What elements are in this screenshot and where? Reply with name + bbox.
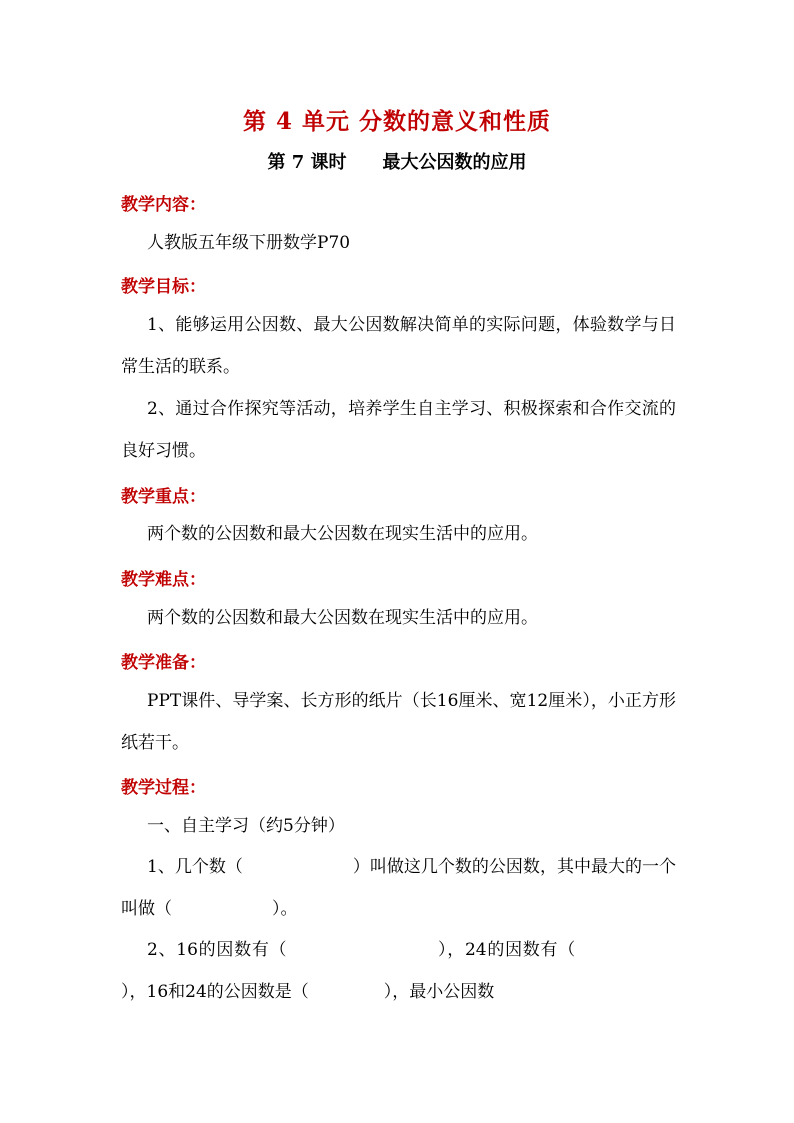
lesson-subtitle bbox=[0, 148, 794, 174]
prep-text: PPT课件、导学案、长方形的纸片（长16厘米、宽12厘米），小正方形纸若干。 bbox=[121, 691, 676, 753]
unit-title: 第 4 单元 分数的意义和性质 bbox=[242, 108, 552, 135]
content-heading: 教学内容： bbox=[121, 195, 206, 215]
question-2: 2、16的因数有（ ），24的因数有（），16和24的公因数是（ ），最小公因数 bbox=[121, 940, 576, 1002]
difficulty-heading: 教学难点： bbox=[121, 570, 206, 590]
difficulty-text: 两个数的公因数和最大公因数在现实生活中的应用。 bbox=[147, 608, 538, 628]
process-step-1: 一、自主学习（约5分钟） bbox=[147, 816, 345, 836]
content-text: 人教版五年级下册数学P70 bbox=[147, 233, 351, 253]
goal-2: 2、通过合作探究等活动，培养学生自主学习、积极探索和合作交流的良好习惯。 bbox=[121, 399, 676, 461]
goal-1: 1、能够运用公因数、最大公因数解决简单的实际问题，体验数学与日常生活的联系。 bbox=[121, 315, 676, 377]
process-heading: 教学过程： bbox=[121, 778, 206, 798]
lesson-topic: 最大公因数的应用 bbox=[382, 152, 527, 173]
question-1: 1、几个数（ ）叫做这几个数的公因数，其中最大的一个叫做（ ）。 bbox=[121, 857, 676, 919]
lesson-number: 第 7 课时 bbox=[267, 152, 347, 173]
prep-heading: 教学准备： bbox=[121, 653, 206, 673]
goals-heading: 教学目标： bbox=[121, 277, 206, 297]
key-text: 两个数的公因数和最大公因数在现实生活中的应用。 bbox=[147, 524, 538, 544]
key-heading: 教学重点： bbox=[121, 487, 206, 507]
